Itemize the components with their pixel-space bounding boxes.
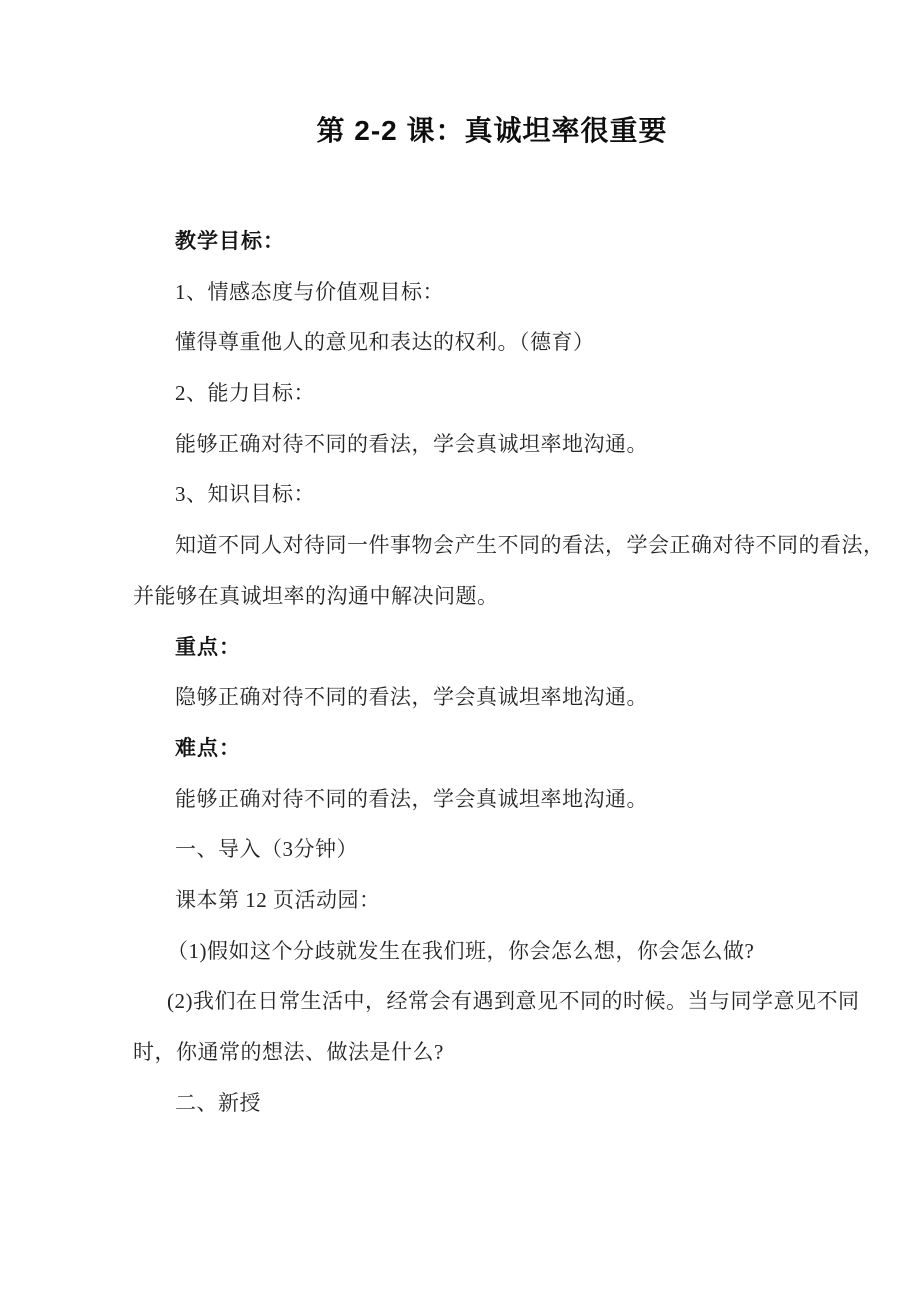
objective-3-content-line1: 知道不同人对待同一件事物会产生不同的看法，学会正确对待不同的看法， (175, 533, 885, 557)
heading-difficult-point: 难点： (175, 736, 241, 760)
objective-2-label: 2、能力目标： (175, 381, 315, 405)
difficult-point-content: 能够正确对待不同的看法，学会真诚坦率地沟通。 (175, 787, 648, 811)
textbook-activity-reference: 课本第 12 页活动园： (175, 888, 381, 912)
key-point-content: 隐够正确对待不同的看法，学会真诚坦率地沟通。 (175, 685, 648, 709)
question-2-line1: (2)我们在日常生活中，经常会有遇到意见不同的时候。当与同学意见不同 (167, 989, 860, 1013)
question-2-line2: 时，你通常的想法、做法是什么? (133, 1040, 444, 1064)
section-1-intro-heading: 一、导入（3分钟） (175, 837, 358, 861)
heading-key-point: 重点： (175, 635, 241, 659)
objective-1-label: 1、情感态度与价值观目标： (175, 280, 444, 304)
heading-teaching-objectives: 教学目标： (175, 229, 285, 253)
objective-3-label: 3、知识目标： (175, 482, 315, 506)
document-title: 第 2-2 课：真诚坦率很重要 (316, 115, 668, 146)
objective-1-content: 懂得尊重他人的意见和表达的权利。（德育） (175, 330, 595, 354)
objective-3-content-line2: 并能够在真诚坦率的沟通中解决问题。 (133, 584, 499, 608)
objective-2-content: 能够正确对待不同的看法，学会真诚坦率地沟通。 (175, 432, 648, 456)
section-2-new-lesson-heading: 二、新授 (175, 1091, 261, 1115)
question-1: （1)假如这个分歧就发生在我们班，你会怎么想，你会怎么做? (167, 939, 755, 963)
